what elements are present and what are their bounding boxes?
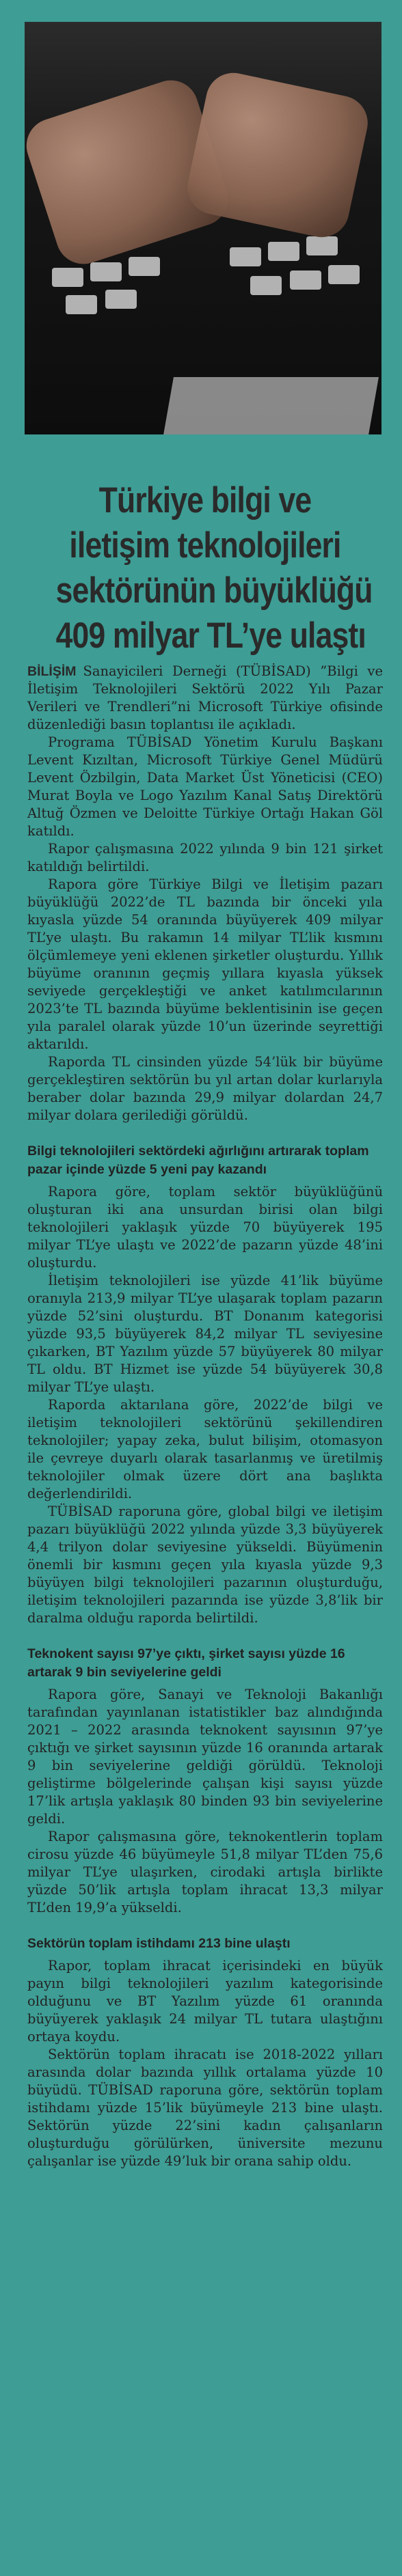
paragraph: Rapor, toplam ihracat içerisindeki en büyük payın bilgi teknolojileri yazılım kategorisinde olduğunu ve BT Yazılım yüzde 61 oranında büyüyerek yaklaşık 24 milyar TL tutara ulaştığını ortaya koydu. bbox=[27, 1958, 383, 2045]
keyboard-key bbox=[52, 268, 83, 287]
paragraph: Raporda aktarılana göre, 2022’de bilgi ve iletişim teknolojileri sektörünü şekillendiren teknolojiler; yapay zeka, bulut bilişim, otomasyon ile çevreye duyarlı olarak tasarlanmış ve üretilmiş teknolojiler olmak üzere dört ana başlıkta değerlendirildi. bbox=[27, 1397, 383, 1501]
paragraph: Programa TÜBİSAD Yönetim Kurulu Başkanı Levent Kızıltan, Microsoft Türkiye Genel Müdürü Levent Özbilgin, Data Market Üst Yöneticisi (CEO) Murat Boyla ve Logo Yazılım Kanal Satış Direktörü Altuğ Özmen ve Deloitte Türkiye Ortağı Hakan Göl katıldı. bbox=[27, 734, 383, 839]
headline-line: sektörünün büyüklüğü bbox=[55, 570, 373, 611]
paragraph: Raporda TL cinsinden yüzde 54’lük bir büyüme gerçekleştiren sektörün bu yıl artan dolar kurlarıyla beraber dolar bazında 29,9 milyar dolardan 24,7 milyar dolara gerilediği görüldü. bbox=[27, 1054, 383, 1123]
headline-line: Türkiye bilgi ve bbox=[98, 480, 312, 521]
keyboard-key bbox=[290, 271, 321, 290]
keyboard-key bbox=[328, 265, 360, 284]
paragraph: Rapora göre, toplam sektör büyüklüğünü oluşturan iki ana unsurdan birisi olan bilgi teknolojileri yaklaşık yüzde 70 büyüyerek 195 milyar TL’ye ulaştı ve 2022’de pazarın yüzde 48’ini oluşturdu. bbox=[27, 1184, 383, 1271]
lead-paragraph bbox=[27, 663, 383, 734]
headline-line: 409 milyar TL’ye ulaştı bbox=[55, 615, 366, 656]
keyboard-key bbox=[306, 236, 338, 255]
paragraph: İletişim teknolojileri ise yüzde 41’lik büyüme oranıyla 213,9 milyar TL’ye ulaşarak toplam pazarın yüzde 52’sini oluşturdu. BT Donanım kategorisi yüzde 93,5 büyüyerek 84,2 milyar TL seviyesine çıkarken, BT Yazılım yüzde 57 büyüyerek 80 milyar TL oldu. BT Hizmet ise yüzde 54 büyüyerek 30,8 milyar TL’ye ulaştı. bbox=[27, 1273, 383, 1395]
trackpad bbox=[163, 377, 379, 434]
section-heading: Teknokent sayısı 97’ye çıktı, şirket sayısı yüzde 16 artarak 9 bin seviyelerine geldi bbox=[27, 1646, 345, 1680]
headline-line: iletişim teknolojileri bbox=[69, 525, 341, 566]
paragraph: Rapor çalışmasına göre, teknokentlerin toplam cirosu yüzde 46 büyümeyle 51,8 milyar TL’den 75,6 milyar TL’ye ulaşırken, cirodaki artışla birlikte yüzde 50’lik artışla toplam ihracat 13,3 milyar TL’den 19,9’a yükseldi. bbox=[27, 1829, 383, 1915]
paragraph: Rapora göre Türkiye Bilgi ve İletişim pazarı büyüklüğü 2022’de TL bazında bir önceki yıla kıyasla yüzde 54 oranında büyüyerek 409 milyar TL’ye ulaştı. Bu rakamın 14 milyar TL’lik kısmını ölçümlemeye yeni eklenen şirketler oluşturdu. Yıllık büyüme oranının geçmiş yıllara kıyasla yüksek seviyede gerçekleştiği ve anket katılımcılarının 2023’te TL bazında büyüme beklentisinin ise geçen yıla paralel olarak yüzde 10’un üzerinde seyrettiği aktarıldı. bbox=[27, 876, 383, 1052]
keyboard-key bbox=[129, 257, 160, 276]
keyboard-key bbox=[105, 290, 137, 309]
keyboard-key bbox=[268, 242, 299, 261]
paragraph: Rapora göre, Sanayi ve Teknoloji Bakanlığı tarafından yayınlanan istatistikler baz alındığında 2021 – 2022 arasında teknokent sayısının 97’ye çıktığı ve şirket sayısının yüzde 16 oranında artarak 9 bin seviyelerine geldiği görüldü. Teknoloji geliştirme bölgelerinde çalışan kişi sayısı yüzde 17’lik artışla yaklaşık 80 binden 93 bin seviyelerine geldi. bbox=[27, 1687, 383, 1827]
paragraph: TÜBİSAD raporuna göre, global bilgi ve iletişim pazarı büyüklüğü 2022 yılında yüzde 3,3 büyüyerek 4,4 trilyon dolar seviyesine yükseldi. Büyümenin önemli bir kısmını geçen yıla kıyasla yüzde 9,3 büyüyen bilgi teknolojileri pazarının oluşturduğu, iletişim teknolojileri pazarında ise yüzde 3,8’lik bir daralma olduğu raporda belirtildi. bbox=[27, 1504, 383, 1626]
keyboard-key bbox=[66, 295, 97, 314]
section-heading: Bilgi teknolojileri sektördeki ağırlığını artırarak toplam pazar içinde yüzde 5 yeni pay kazandı bbox=[27, 1144, 369, 1177]
paragraph: Sektörün toplam ihracatı ise 2018-2022 yılları arasında dolar bazında yıllık ortalama yüzde 10 büyüdü. TÜBİSAD raporuna göre, sektörün toplam istihdamı yüzde 15’lik büyümeyle 213 bine ulaştı. Sektörün yüzde 22’sini kadın çalışanların oluşturduğu görülürken, üniversite mezunu çalışanlar ise yüzde 49’luk bir orana sahip oldu. bbox=[27, 2047, 383, 2169]
article-headline bbox=[55, 478, 373, 659]
lead-text: Sanayicileri Derneği (TÜBİSAD) ”Bilgi ve İletişim Teknolojileri Sektörü 2022 Yılı Pazar Verileri ve Trendleri”ni Microsoft Türkiye ofisinde düzenlediği basın toplantısı ile açıkladı. bbox=[27, 663, 383, 732]
keyboard-key bbox=[250, 276, 282, 295]
section-heading: Sektörün toplam istihdamı 213 bine ulaştı bbox=[27, 1936, 291, 1951]
laptop-typing-photo bbox=[25, 22, 381, 434]
keyboard-key bbox=[230, 247, 261, 266]
keyboard-key bbox=[90, 262, 122, 281]
kicker: BİLİŞİM bbox=[27, 664, 77, 679]
paragraph: Rapor çalışmasına 2022 yılında 9 bin 121 şirket katıldığı belirtildi. bbox=[27, 841, 383, 874]
article-body bbox=[27, 663, 383, 2170]
